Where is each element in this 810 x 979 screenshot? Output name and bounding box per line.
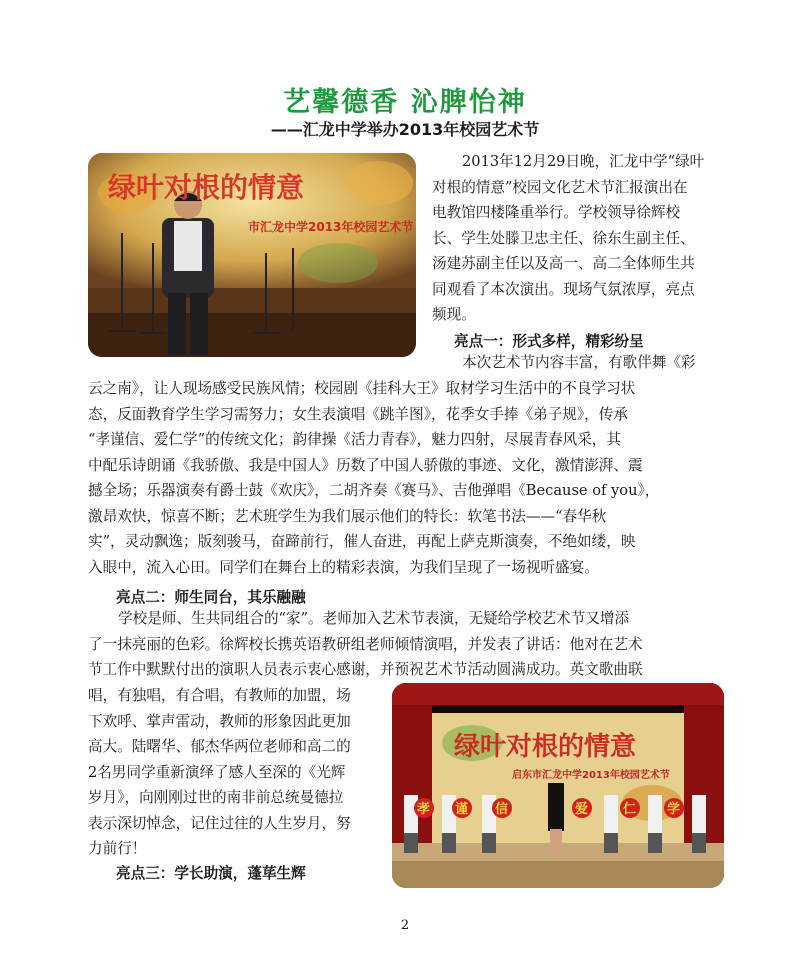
photo1-banner-text: 绿叶对根的情意 [108, 171, 305, 204]
placard-text: 孝 [417, 802, 431, 817]
para2-line: 唱，有独唱，有合唱，有教师的加盟，场 [88, 687, 351, 704]
photo1-banner-subtext: 市汇龙中学2013年校园艺术节 [248, 220, 414, 234]
para1-line: 激昂欢快，惊喜不断；艺术班学生为我们展示他们的特长：软笔书法——“春华秋 [88, 507, 607, 525]
para1-line: 撼全场；乐器演奏有爵士鼓《欢庆》，二胡齐奏《赛马》、吉他弹唱《Because of you》， [88, 482, 660, 499]
photo2-banner-text: 绿叶对根的情意 [454, 732, 637, 762]
para2-line: 节工作中默默付出的演职人员表示衷心感谢，并预祝艺术节活动圆满成功。英文歌曲联 [88, 661, 643, 678]
page-number: 2 [400, 918, 410, 933]
intro-line: 长、学生处滕卫忠主任、徐东生副主任、 [432, 229, 695, 247]
para1-line: 云之南》，让人现场感受民族风情；校园剧《挂科大王》取材学习生活中的不良学习状 [88, 380, 636, 397]
para2-line: 2名男同学重新演绎了感人至深的《光辉 [88, 763, 346, 781]
paragraph-2-continued [88, 683, 384, 862]
highlight-heading-1: 亮点一：形式多样，精彩纷呈 [454, 333, 644, 350]
para2-line: 岁月》，向刚刚过世的南非前总统曼德拉 [88, 789, 344, 806]
intro-paragraph [432, 149, 724, 328]
para2-line: 下欢呼、掌声雷动，教师的形象因此更加 [88, 712, 351, 730]
paragraph-2 [88, 606, 724, 683]
paragraph-1-first-line [462, 350, 696, 376]
para2-line: 力前行！ [88, 840, 147, 857]
intro-line: 2013年12月29日晚，汇龙中学“绿叶 [462, 153, 705, 170]
para2-line: 高大。陆曙华、郁杰华两位老师和高二的 [88, 738, 351, 755]
para1-line: 态，反面教育学生学习需努力；女生表演唱《跳羊图》，花季女手捧《弟子规》，传承 [88, 405, 628, 423]
intro-line: 电教馆四楼隆重举行。学校领导徐辉校 [432, 204, 681, 221]
para1-line: “孝谨信、爱仁学”的传统文化；韵律操《活力青春》，魅力四射，尽展青春风采，其 [88, 431, 621, 448]
highlight-heading-2: 亮点二：师生同台，其乐融融 [116, 589, 306, 606]
para2-line: 学校是师、生共同组合的“家”。老师加入艺术节表演，无疑给学校艺术节又增添 [118, 610, 630, 627]
intro-line: 同观看了本次演出。现场气氛浓厚，亮点 [432, 280, 695, 298]
para1-line: 中配乐诗朗诵《我骄傲、我是中国人》历数了中国人骄傲的事迹、文化，激情澎湃、震 [88, 456, 643, 474]
para1-line: 入眼中，流入心田。同学们在舞台上的精彩表演，为我们呈现了一场视听盛宴。 [88, 558, 599, 576]
photo-scene-1 [88, 153, 416, 357]
placard-text: 爱 [575, 802, 589, 817]
highlight-heading-3: 亮点三：学长助演，蓬荜生辉 [116, 865, 306, 882]
intro-line: 频现。 [432, 306, 476, 323]
intro-line: 汤建苏副主任以及高一、高二全体师生共 [432, 255, 695, 272]
paragraph-1 [88, 376, 724, 580]
page-title: 艺馨德香 沁脾怡神 [283, 87, 527, 118]
placard-text: 学 [667, 802, 681, 817]
page-subtitle: ——汇龙中学举办2013年校园艺术节 [270, 120, 540, 139]
photo-speaker-on-stage [88, 153, 416, 357]
photo-scene-2 [392, 683, 724, 888]
placard-text: 仁 [623, 802, 637, 817]
intro-line: 对根的情意”校园文化艺术节汇报演出在 [432, 178, 688, 196]
photo2-banner-subtext: 启东市汇龙中学2013年校园艺术节 [512, 770, 670, 781]
placard-text: 信 [495, 802, 509, 817]
photo-stage-performance [392, 683, 724, 888]
para1-line: 本次艺术节内容丰富，有歌伴舞《彩 [462, 354, 696, 371]
para2-line: 表示深切悼念，记住过往的人生岁月，努 [88, 814, 351, 832]
para2-line: 了一抹亮丽的色彩。徐辉校长携英语教研组老师倾情演唱，并发表了讲话：他对在艺术 [88, 635, 643, 653]
placard-text: 谨 [455, 802, 469, 817]
para1-line: 实”，灵动飘逸；版刻骏马，奋蹄前行，催人奋进，再配上萨克斯演奏，不绝如缕，映 [88, 533, 636, 550]
